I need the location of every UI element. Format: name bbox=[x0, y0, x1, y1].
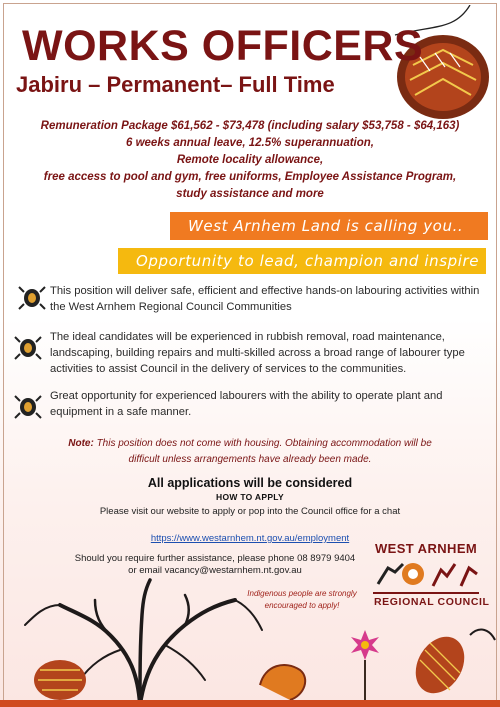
note-label: Note: bbox=[68, 438, 94, 449]
benefits-line: free access to pool and gym, free uniforms, Employee Assistance Program, bbox=[43, 171, 457, 183]
banner-opportunity: Opportunity to lead, champion and inspire bbox=[118, 248, 486, 274]
bullet-text-1: This position will deliver safe, efficient and effective hands-on labouring activities within the West Arnhem Regional Council Communities bbox=[50, 285, 480, 313]
logo-subtitle: REGIONAL COUNCIL bbox=[374, 596, 490, 608]
job-subtitle: Jabiru – Permanent– Full Time bbox=[16, 72, 335, 97]
phone-text: Should you require further assistance, please phone 08 8979 9404 bbox=[74, 553, 356, 564]
banner-calling: West Arnhem Land is calling you.. bbox=[170, 212, 488, 240]
encourage-line-2: encouraged to apply! bbox=[264, 601, 340, 610]
bottom-tree-art bbox=[0, 575, 500, 705]
visit-website-text: Please visit our website to apply or pop into the Council office for a chat bbox=[99, 506, 401, 517]
bottom-strip bbox=[0, 700, 500, 707]
encourage-line-1: Indigenous people are strongly bbox=[247, 589, 357, 598]
allowance-line: Remote locality allowance, bbox=[176, 154, 324, 166]
bullet-text-3: Great opportunity for experienced labourers with the ability to operate plant and equipment in a safe manner. bbox=[50, 390, 443, 418]
note-line-2: difficult unless arrangements have already been made. bbox=[128, 454, 372, 465]
turtle-bullet-icon bbox=[14, 392, 42, 420]
remuneration-line: Remuneration Package $61,562 - $73,478 (including salary $53,758 - $64,163) bbox=[40, 120, 460, 132]
email-text: or email vacancy@westarnhem.nt.gov.au bbox=[128, 565, 302, 576]
housing-note bbox=[20, 436, 480, 452]
bullet-text-2: The ideal candidates will be experienced in rubbish removal, road maintenance, landscaping, building repairs and multi-skilled across a broad range of labourer type activities to assist Council in the delivery of services to the communities. bbox=[50, 331, 465, 375]
turtle-bullet-icon bbox=[14, 333, 42, 361]
how-to-apply-heading: HOW TO APPLY bbox=[216, 492, 284, 502]
study-line: study assistance and more bbox=[176, 188, 324, 200]
employment-link[interactable]: https://www.westarnhem.nt.gov.au/employment bbox=[150, 533, 350, 544]
contact-info bbox=[0, 553, 430, 577]
note-line-1: This position does not come with housing. Obtaining accommodation will be bbox=[96, 438, 432, 449]
applications-heading: All applications will be considered bbox=[147, 476, 353, 490]
logo-title: WEST ARNHEM bbox=[375, 541, 478, 556]
page-title: WORKS OFFICERS bbox=[22, 22, 424, 70]
turtle-bullet-icon bbox=[18, 283, 46, 311]
leave-line: 6 weeks annual leave, 12.5% superannuation, bbox=[126, 137, 374, 149]
